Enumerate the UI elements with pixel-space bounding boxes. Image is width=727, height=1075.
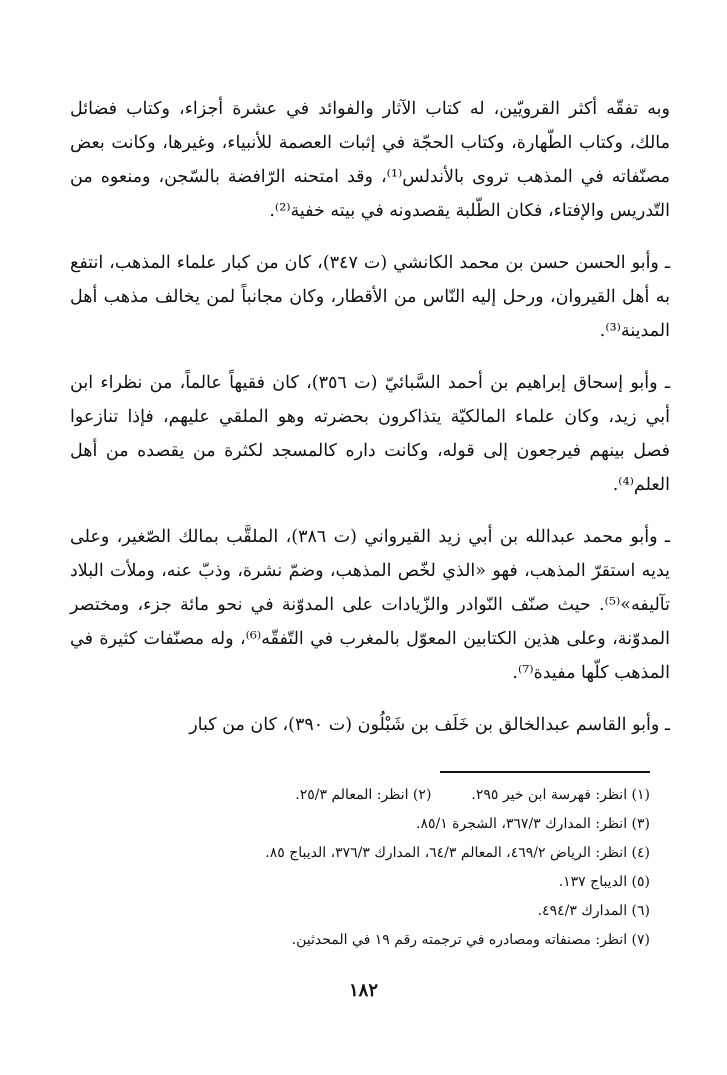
paragraph-2: ـ وأبو الحسن حسن بن محمد الكانشي (ت ٣٤٧)، كان من كبار علماء المذهب، انتفع به أهل القيروان، ورحل إليه النّاس من الأقطار، وكان مجانباً لمن يخالف مذهب أهل المدينة⁽³⁾. [70,253,670,341]
footnote-7: (٧) انظر: مصنفاته ومصادره في ترجمته رقم ١٩ في المحدثين. [291,932,650,948]
footnote-4: (٤) انظر: الرياض ٤٦٩/٢، المعالم ٦٤/٣، المدارك ٣٧٦/٣، الديباج ٨٥. [265,845,650,861]
page-number: ١٨٢ [348,980,378,1001]
footnote-5: (٥) الديباج ١٣٧. [558,874,650,890]
paragraph-4: ـ وأبو محمد عبدالله بن أبي زيد القيرواني (ت ٣٨٦)، الملقَّب بمالك الصّغير، وعلى يديه استقرّ المذهب، فهو «الذي لخّص المذهب، وضمّ نشرة، وذبّ عنه، وملأت البلاد تآليفه»⁽⁵⁾. حيث صنّف النّوادر والزّيادات على المدوّنة في نحو مائة جزء، ومختصر المدوّنة، وعلى هذين الكتابين المعوّل بالمغرب في التّفقّه⁽⁶⁾، وله مصنّفات كثيرة في المذهب كلّها مفيدة⁽⁷⁾. [70,527,671,683]
footnotes [120,781,650,955]
footnote-6: (٦) المدارك ٤٩٤/٣. [537,903,650,919]
footnote-2: (٢) انظر: المعالم ٢٥/٣. [295,787,432,803]
paragraph-5: ـ وأبو القاسم عبدالخالق بن خَلَف بن شَبْلُون (ت ٣٩٠)، كان من كبار [189,715,670,735]
footnote-separator [440,771,650,773]
main-text [70,92,670,760]
paragraph-1: وبه تفقّه أكثر القرويّين، له كتاب الآثار والفوائد في عشرة أجزاء، وكتاب فضائل مالك، وكتاب الطّهارة، وكتاب الحجّة في إثبات العصمة للأنبياء، وغيرها، وكانت بعض مصنّفاته في المذهب تروى بالأندلس⁽¹⁾، وقد امتحنه الرّافضة بالسّجن، ومنعوه من التّدريس والإفتاء، فكان الطّلبة يقصدونه في بيته خفية⁽²⁾. [70,99,670,221]
footnote-1: (١) انظر: فهرسة ابن خير ٢٩٥. [471,787,650,803]
paragraph-3: ـ وأبو إسحاق إبراهيم بن أحمد السَّبائيّ (ت ٣٥٦)، كان فقيهاً عالماً، من نظراء ابن أبي زيد، وكان علماء المالكيّة يتذاكرون بحضرته وهو الملقي عليهم، فإذا تنازعوا فصل بينهم فيرجعون إلى قوله، وكانت داره كالمسجد لكثرة من يقصده من أهل العلم⁽⁴⁾. [70,373,670,495]
footnote-row-1 [120,781,650,810]
footnote-3: (٣) انظر: المدارك ٣٦٧/٣، الشجرة ٨٥/١. [415,816,650,832]
